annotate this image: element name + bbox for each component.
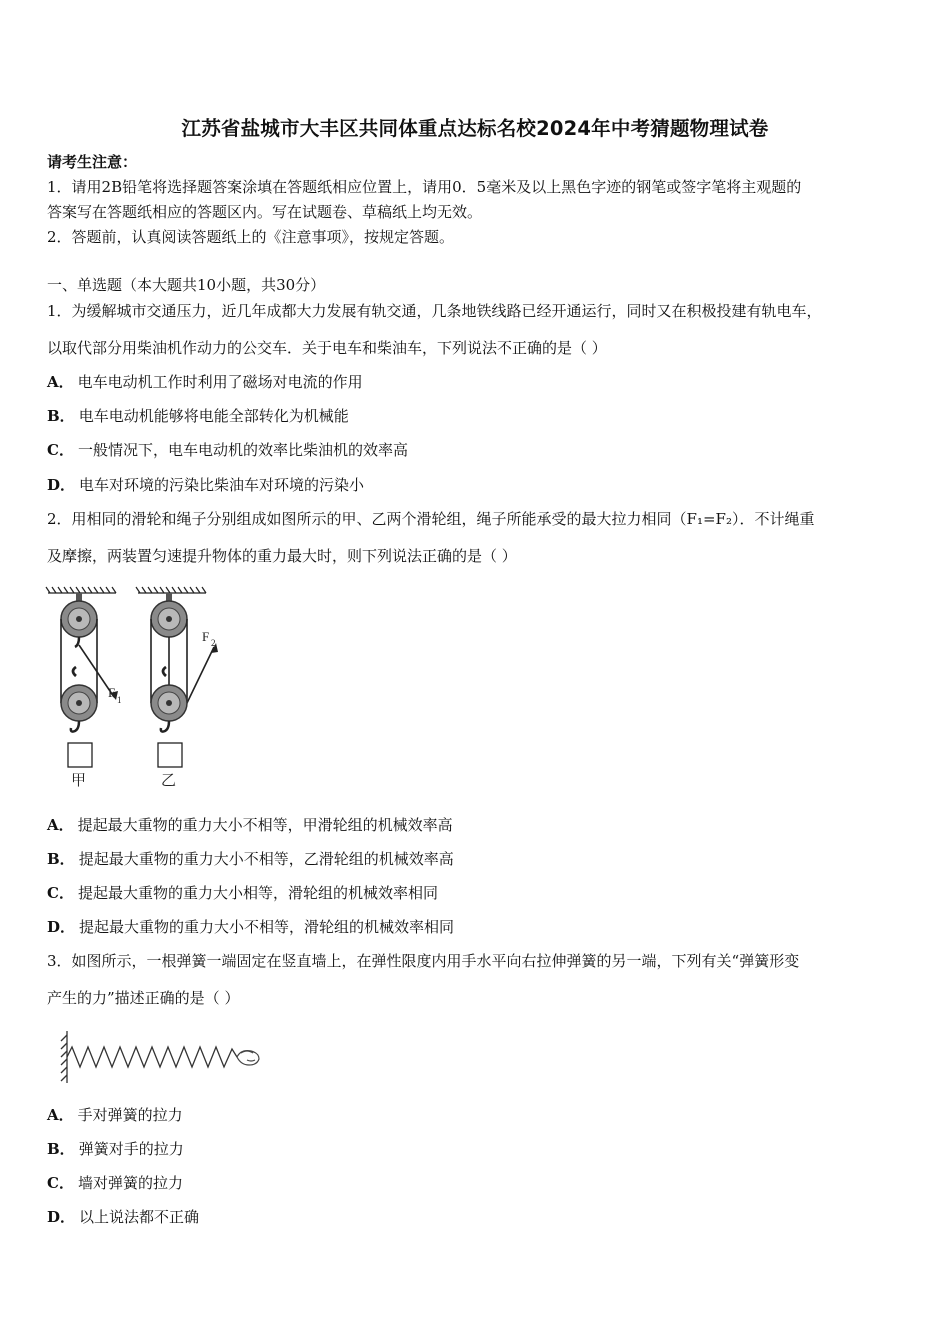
pulley-figure: [40, 585, 230, 795]
q1-option-c[interactable]: C． 一般情况下，电车电动机的效率比柴油机的效率高: [47, 441, 408, 459]
q1-option-d[interactable]: D． 电车对环境的污染比柴油车对环境的污染小: [47, 476, 365, 494]
notice-line-2: 2．答题前，认真阅读答题纸上的《注意事项》，按规定答题。: [47, 228, 455, 246]
ceiling-left: [46, 587, 116, 593]
notice-heading: 请考生注意：: [47, 153, 138, 171]
section-heading: 一、单选题（本大题共10小题，共30分）: [47, 276, 326, 294]
q3-option-b[interactable]: B． 弹簧对手的拉力: [47, 1140, 184, 1158]
q3-stem-line-2: 产生的力”描述正确的是（ ）: [47, 989, 240, 1007]
spring-figure: [55, 1027, 265, 1087]
q2-stem-line-1: 2．用相同的滑轮和绳子分别组成如图所示的甲、乙两个滑轮组，绳子所能承受的最大拉力相同（F₁=F₂）．不计绳重: [47, 510, 815, 528]
notice-line-1: 1．请用2B铅笔将选择题答案涂填在答题纸相应位置上，请用0．5毫米及以上黑色字迹的钢笔或签字笔将主观题的: [47, 178, 802, 196]
q1-stem-line-1: 1．为缓解城市交通压力，近几年成都大力发展有轨交通，几条地铁线路已经开通运行，同时又在积极投建有轨电车，: [47, 302, 822, 320]
label-jia: 甲: [71, 773, 87, 789]
q2-option-d[interactable]: D． 提起最大重物的重力大小不相等，滑轮组的机械效率相同: [47, 918, 455, 936]
q3-stem-line-1: 3．如图所示，一根弹簧一端固定在竖直墙上，在弹性限度内用手水平向右拉伸弹簧的另一端，下列有关“弹簧形变: [47, 952, 800, 970]
hand-icon: [237, 1051, 259, 1065]
wall: [61, 1031, 67, 1083]
force-label-left-subscript: 1: [117, 695, 122, 705]
notice-line-1b: 答案写在答题纸相应的答题区内。写在试题卷、草稿纸上均无效。: [47, 203, 483, 221]
label-yi: 乙: [161, 773, 177, 789]
q1-stem-line-2: 以取代部分用柴油机作动力的公交车．关于电车和柴油车，下列说法不正确的是（ ）: [47, 339, 607, 357]
pulley-system-right: [151, 593, 218, 767]
q2-option-c[interactable]: C． 提起最大重物的重力大小相等，滑轮组的机械效率相同: [47, 884, 438, 902]
q1-option-b[interactable]: B． 电车电动机能够将电能全部转化为机械能: [47, 407, 349, 425]
q3-option-c[interactable]: C． 墙对弹簧的拉力: [47, 1174, 183, 1192]
force-label-right: F: [202, 629, 210, 644]
page-title: 江苏省盐城市大丰区共同体重点达标名校2024年中考猜题物理试卷: [181, 117, 769, 140]
spring: [67, 1047, 237, 1067]
q1-option-a[interactable]: A． 电车电动机工作时利用了磁场对电流的作用: [47, 373, 363, 391]
q2-option-a[interactable]: A． 提起最大重物的重力大小不相等，甲滑轮组的机械效率高: [47, 816, 453, 834]
ceiling-right: [136, 587, 206, 593]
q2-stem-line-2: 及摩擦，两装置匀速提升物体的重力最大时，则下列说法正确的是（ ）: [47, 547, 517, 565]
force-label-left: F: [108, 685, 116, 700]
force-label-right-subscript: 2: [211, 638, 216, 648]
q3-option-a[interactable]: A． 手对弹簧的拉力: [47, 1106, 183, 1124]
q3-option-d[interactable]: D． 以上说法都不正确: [47, 1208, 200, 1226]
q2-option-b[interactable]: B． 提起最大重物的重力大小不相等，乙滑轮组的机械效率高: [47, 850, 454, 868]
pulley-system-left: [61, 593, 118, 767]
